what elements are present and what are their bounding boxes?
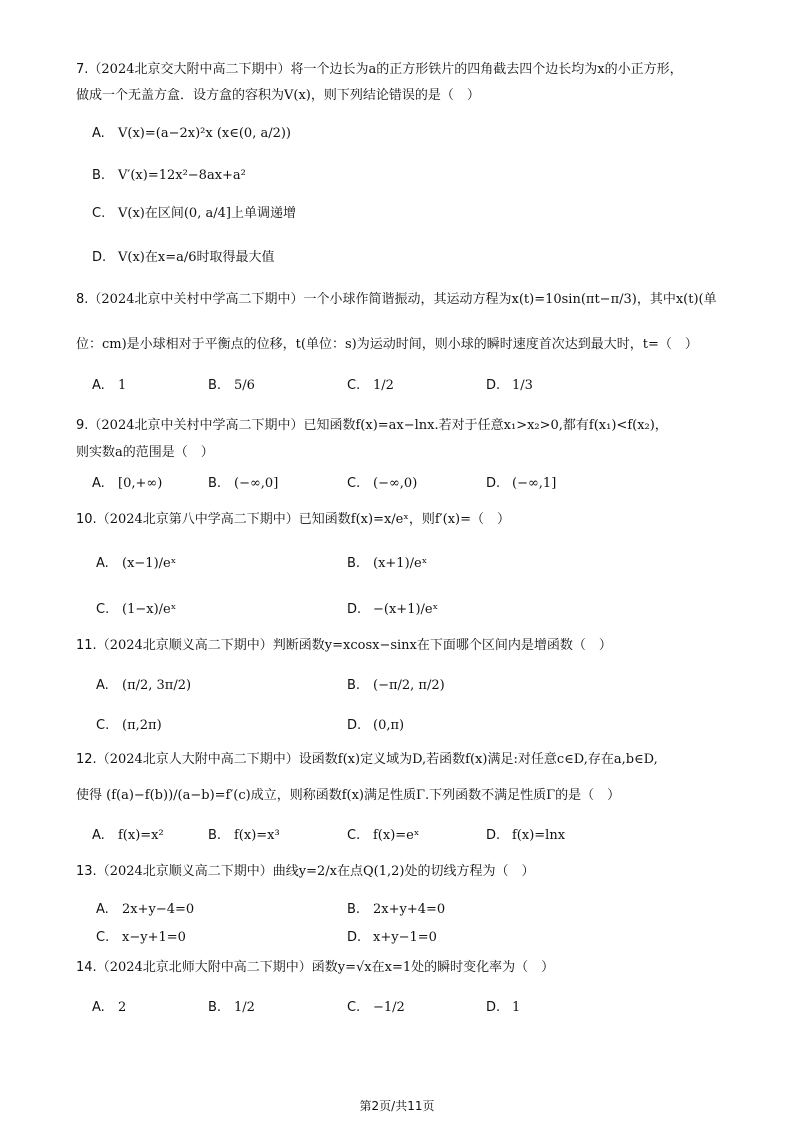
question-stem: 设函数f(x)定义域为D,若函数f(x)满足:对任意c∈D,存在a,b∈D, (298, 752, 658, 767)
question-11-line1 (76, 636, 726, 656)
question-8-line1 (76, 290, 726, 310)
question-9-line2: 则实数a的范围是（ ） (76, 445, 214, 460)
option-13b[interactable]: B. 2x+y+4=0 (347, 902, 446, 917)
question-12-line2: 使得 (f(a)−f(b))/(a−b)=f′(c)成立，则称函数f(x)满足性质Γ.下列函数不满足性质Γ的是（ ） (76, 788, 621, 803)
option-14b[interactable]: B. 1/2 (208, 1000, 255, 1015)
question-8-line2: 位：cm)是小球相对于平衡点的位移，t(单位：s)为运动时间，则小球的瞬时速度首次达到最大时，t=（ ） (76, 337, 698, 352)
option-11a[interactable]: A. (π/2, 3π/2) (96, 678, 192, 693)
question-9-line1 (76, 416, 726, 436)
option-7d[interactable]: D. V(x)在x=a/6时取得最大值 (92, 250, 275, 265)
option-11b[interactable]: B. (−π/2, π/2) (347, 678, 445, 693)
question-source: （2024北京中关村中学高二下期中） (88, 418, 304, 433)
question-number: 11. (76, 638, 97, 653)
option-14c[interactable]: C. −1/2 (347, 1000, 405, 1015)
option-9c[interactable]: C. (−∞,0) (347, 476, 418, 491)
option-7a[interactable]: A. V(x)=(a−2x)²x (x∈(0, a/2)) (92, 126, 291, 141)
question-number: 7. (76, 62, 89, 77)
option-12b[interactable]: B. f(x)=x³ (208, 828, 280, 843)
question-10-line1 (76, 510, 726, 530)
question-stem: 判断函数y=xcosx−sinx在下面哪个区间内是增函数（ ） (272, 638, 612, 653)
option-12c[interactable]: C. f(x)=eˣ (347, 828, 420, 843)
option-13d[interactable]: D. x+y−1=0 (347, 930, 437, 945)
page-footer: 第2页/共11页 (359, 1099, 435, 1113)
question-source: （2024北京第八中学高二下期中） (96, 512, 299, 527)
option-8b[interactable]: B. 5/6 (208, 378, 255, 393)
option-11d[interactable]: D. (0,π) (347, 718, 405, 733)
question-7-line2: 做成一个无盖方盒．设方盒的容积为V(x)，则下列结论错误的是（ ） (76, 88, 480, 103)
option-10c[interactable]: C. (1−x)/eˣ (96, 602, 177, 617)
option-9d[interactable]: D. (−∞,1] (486, 476, 557, 491)
question-number: 12. (76, 752, 97, 767)
question-source: （2024北京北师大附中高二下期中） (96, 960, 312, 975)
question-stem: 函数y=√x在x=1处的瞬时变化率为（ ） (311, 960, 555, 975)
option-10b[interactable]: B. (x+1)/eˣ (347, 556, 428, 571)
option-7b[interactable]: B. V′(x)=12x²−8ax+a² (92, 168, 246, 183)
option-11c[interactable]: C. (π,2π) (96, 718, 162, 733)
question-source: （2024北京交大附中高二下期中） (88, 62, 291, 77)
question-number: 14. (76, 960, 97, 975)
option-13c[interactable]: C. x−y+1=0 (96, 930, 186, 945)
question-12-line1 (76, 750, 726, 770)
question-7-line1 (76, 60, 726, 80)
question-number: 10. (76, 512, 97, 527)
option-7c[interactable]: C. V(x)在区间(0, a/4]上单调递增 (92, 206, 296, 221)
question-source: （2024北京中关村中学高二下期中） (88, 292, 304, 307)
question-14-line1 (76, 958, 726, 978)
question-number: 9. (76, 418, 89, 433)
question-source: （2024北京顺义高二下期中） (96, 638, 273, 653)
option-8d[interactable]: D. 1/3 (486, 378, 533, 393)
option-9a[interactable]: A. [0,+∞) (92, 476, 163, 491)
question-stem: 将一个边长为a的正方形铁片的四角截去四个边长均为x的小正方形， (290, 62, 683, 77)
question-stem: 曲线y=2/x在点Q(1,2)处的切线方程为（ ） (272, 864, 535, 879)
question-stem: 已知函数f(x)=x/eˣ，则f′(x)=（ ） (298, 512, 511, 527)
question-number: 13. (76, 864, 97, 879)
question-number: 8. (76, 292, 89, 307)
question-stem: 已知函数f(x)=ax−lnx.若对于任意x₁>x₂>0,都有f(x₁)<f(x₂)， (303, 418, 668, 433)
option-8a[interactable]: A. 1 (92, 378, 127, 393)
question-source: （2024北京顺义高二下期中） (96, 864, 273, 879)
option-10d[interactable]: D. −(x+1)/eˣ (347, 602, 439, 617)
option-10a[interactable]: A. (x−1)/eˣ (96, 556, 177, 571)
option-8c[interactable]: C. 1/2 (347, 378, 394, 393)
question-source: （2024北京人大附中高二下期中） (96, 752, 299, 767)
option-12d[interactable]: D. f(x)=lnx (486, 828, 566, 843)
option-13a[interactable]: A. 2x+y−4=0 (96, 902, 195, 917)
option-12a[interactable]: A. f(x)=x² (92, 828, 164, 843)
question-stem: 一个小球作简谐振动，其运动方程为x(t)=10sin(πt−π/3)，其中x(t)(单 (303, 292, 717, 307)
option-9b[interactable]: B. (−∞,0] (208, 476, 279, 491)
option-14d[interactable]: D. 1 (486, 1000, 521, 1015)
question-13-line1 (76, 862, 726, 882)
option-14a[interactable]: A. 2 (92, 1000, 127, 1015)
